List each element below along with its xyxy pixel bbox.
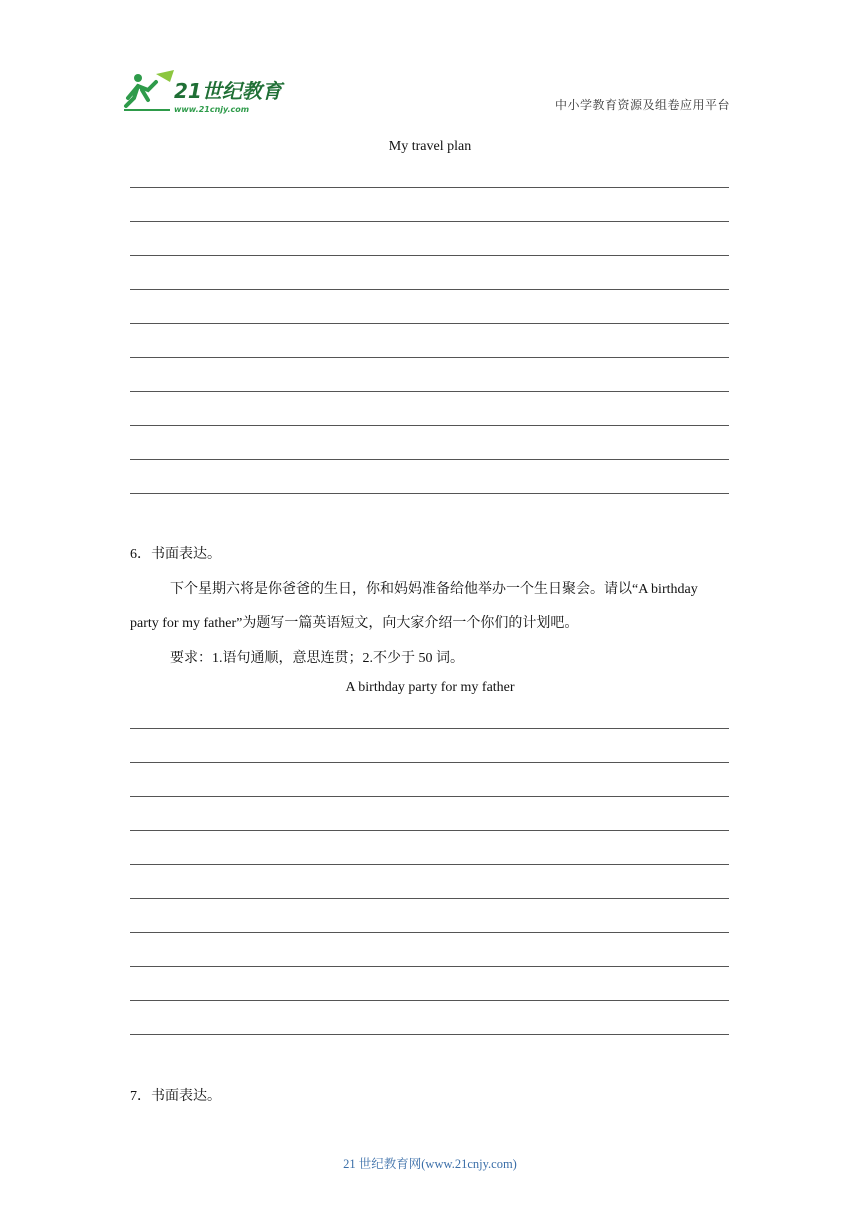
- site-logo: [122, 68, 292, 116]
- writing-line[interactable]: [130, 221, 729, 222]
- question-6-prompt-line-2: party for my father”为题写一篇英语短文，向大家介绍一个你们的计划吧。: [130, 616, 579, 631]
- travel-plan-title: My travel plan: [388, 139, 472, 154]
- writing-line[interactable]: [130, 255, 729, 256]
- writing-line[interactable]: [130, 187, 729, 188]
- writing-line[interactable]: [130, 459, 729, 460]
- writing-line[interactable]: [130, 357, 729, 358]
- writing-line[interactable]: [130, 1000, 729, 1001]
- writing-line[interactable]: [130, 762, 729, 763]
- essay-title: A birthday party for my father: [345, 680, 515, 695]
- writing-line[interactable]: [130, 493, 729, 494]
- writing-line[interactable]: [130, 1034, 729, 1035]
- logo-text: 21世纪教育: [174, 79, 282, 103]
- writing-line[interactable]: [130, 425, 729, 426]
- question-7-label: 7．书面表达。: [130, 1089, 221, 1104]
- platform-label: 中小学教育资源及组卷应用平台: [554, 98, 730, 112]
- writing-line[interactable]: [130, 796, 729, 797]
- footer-link[interactable]: 21 世纪教育网(www.21cnjy.com): [343, 1157, 517, 1171]
- question-6-requirements: 要求：1.语句通顺，意思连贯；2.不少于 50 词。: [170, 651, 464, 666]
- writing-line[interactable]: [130, 898, 729, 899]
- logo-url: www.21cnjy.com: [174, 105, 250, 114]
- writing-line[interactable]: [130, 323, 729, 324]
- writing-line[interactable]: [130, 932, 729, 933]
- writing-line[interactable]: [130, 289, 729, 290]
- logo-graphic: [122, 68, 292, 116]
- writing-line[interactable]: [130, 830, 729, 831]
- logo-flag: [156, 70, 174, 82]
- question-6-prompt-line-1: 下个星期六将是你爸爸的生日，你和妈妈准备给他举办一个生日聚会。请以“A birthday: [170, 582, 698, 597]
- writing-line[interactable]: [130, 864, 729, 865]
- logo-figure-head: [134, 74, 142, 82]
- writing-line[interactable]: [130, 391, 729, 392]
- question-6-label: 6．书面表达。: [130, 547, 221, 562]
- writing-line[interactable]: [130, 728, 729, 729]
- writing-line[interactable]: [130, 966, 729, 967]
